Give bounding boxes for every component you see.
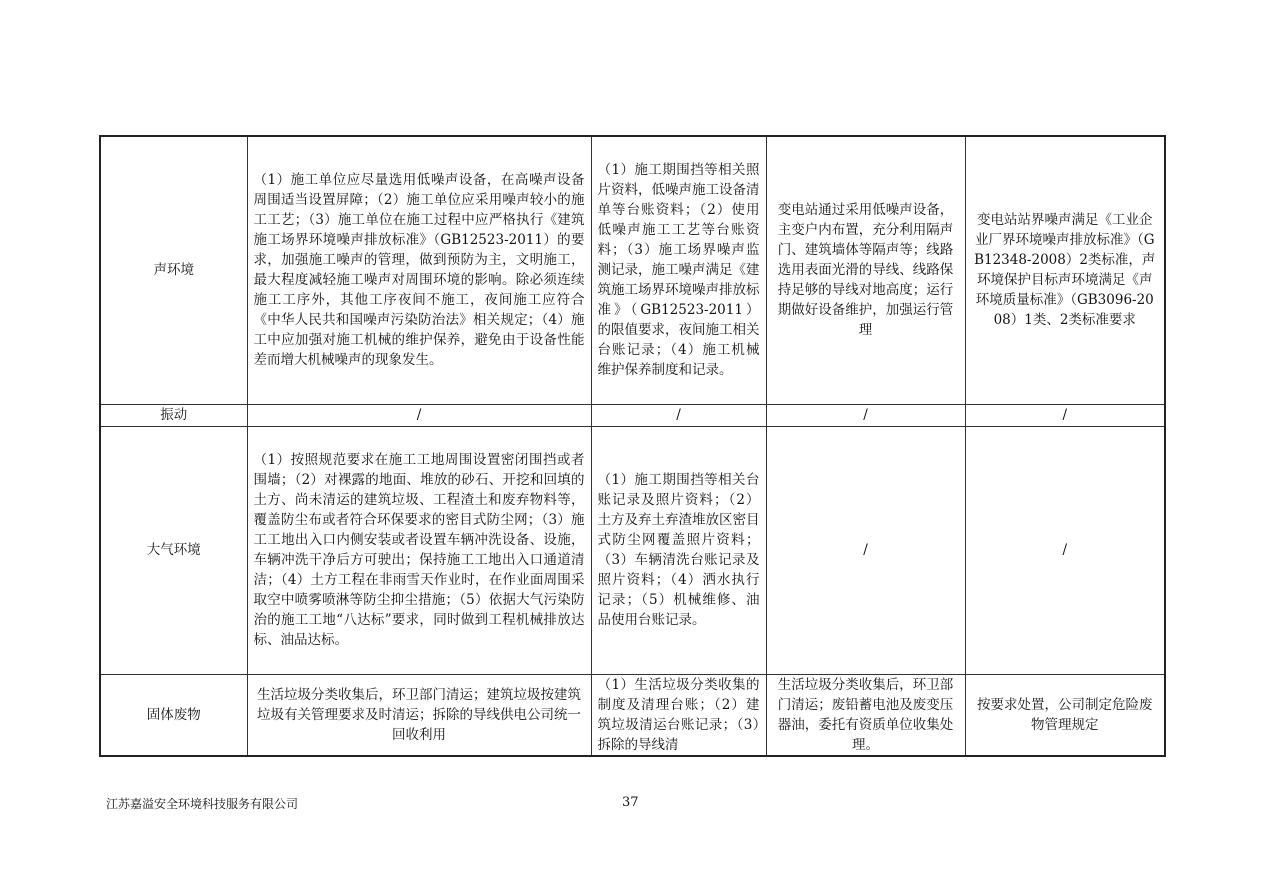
page-number: 37: [622, 795, 639, 810]
operation-measures-noise: 变电站通过采用低噪声设备，主变户内布置，充分利用隔声门、建筑墙体等隔声等；线路选用表面光滑的导线、线路保持足够的导线对地高度；运行期做好设备维护，加强运行管理: [766, 136, 965, 404]
construction-measures-noise: （1）施工单位应尽量选用低噪声设备，在高噪声设备周围适当设置屏障；（2）施工单位应采用噪声较小的施工工艺；（3）施工单位在施工过程中应严格执行《建筑施工场界环境噪声排放标准》（GB12523-2011）的要求，加强施工噪声的管理，做到预防为主，文明施工，最大程度减轻施工噪声对周围环境的影响。除必须连续施工工序外，其他工序夜间不施工，夜间施工应符合《中华人民共和国噪声污染防治法》相关规定；（4）施工中应加强对施工机械的维护保养，避免由于设备性能差而增大机械噪声的现象发生。: [247, 136, 591, 404]
standard-solid-waste: 按要求处置，公司制定危险废物管理规定: [965, 674, 1165, 756]
standard-air: /: [965, 426, 1165, 674]
category-cell-noise: 声环境: [100, 136, 247, 404]
construction-measures-air: （1）按照规范要求在施工工地周围设置密闭围挡或者围墙；（2）对裸露的地面、堆放的砂石、开挖和回填的土方、尚未清运的建筑垃圾、工程渣土和废弃物料等，覆盖防尘布或者符合环保要求的密目式防尘网；（3）施工工地出入口内侧安装或者设置车辆冲洗设备、设施，车辆冲洗干净后方可驶出；保持施工工地出入口通道清洁；（4）土方工程在非雨雪天作业时，在作业面周围采取空中喷雾喷淋等防尘抑尘措施；（5）依据大气污染防治的施工工地“八达标”要求，同时做到工程机械排放达标、油品达标。: [247, 426, 591, 674]
category-cell-vibration: 振动: [100, 404, 247, 426]
construction-measures-vibration: /: [247, 404, 591, 426]
category-cell-air: 大气环境: [100, 426, 247, 674]
records-noise: （1）施工期围挡等相关照片资料，低噪声施工设备清单等台账资料；（2）使用低噪声施工工艺等台账资料；（3）施工场界噪声监测记录，施工噪声满足《建筑施工场界环境噪声排放标准》（GB12523-2011）的限值要求，夜间施工相关台账记录；（4）施工机械维护保养制度和记录。: [591, 136, 766, 404]
operation-measures-air: /: [766, 426, 965, 674]
standard-noise: 变电站站界噪声满足《工业企业厂界环境噪声排放标准》（GB12348-2008）2类标准，声环境保护目标声环境满足《声环境质量标准》（GB3096-2008）1类、2类标准要求: [965, 136, 1165, 404]
operation-measures-vibration: /: [766, 404, 965, 426]
records-vibration: /: [591, 404, 766, 426]
table-row-solid-waste: [100, 674, 1165, 756]
operation-measures-solid-waste: 生活垃圾分类收集后，环卫部门清运；废铅蓄电池及废变压器油，委托有资质单位收集处理。: [766, 674, 965, 756]
table-row-vibration: [100, 404, 1165, 426]
mitigation-measures-table: [99, 135, 1166, 757]
footer-company-name: 江苏嘉溢安全环境科技服务有限公司: [106, 797, 299, 811]
category-cell-solid-waste: 固体废物: [100, 674, 247, 756]
table-row-air: [100, 426, 1165, 674]
records-solid-waste: （1）生活垃圾分类收集的制度及清理台账；（2）建筑垃圾清运台账记录；（3）拆除的导线清: [591, 674, 766, 756]
construction-measures-solid-waste: 生活垃圾分类收集后，环卫部门清运；建筑垃圾按建筑垃圾有关管理要求及时清运；拆除的导线供电公司统一回收利用: [247, 674, 591, 756]
table-row-noise: [100, 136, 1165, 404]
records-air: （1）施工期围挡等相关台账记录及照片资料；（2）土方及弃土弃渣堆放区密目式防尘网覆盖照片资料；（3）车辆清洗台账记录及照片资料；（4）洒水执行记录；（5）机械维修、油品使用台账记录。: [591, 426, 766, 674]
standard-vibration: /: [965, 404, 1165, 426]
